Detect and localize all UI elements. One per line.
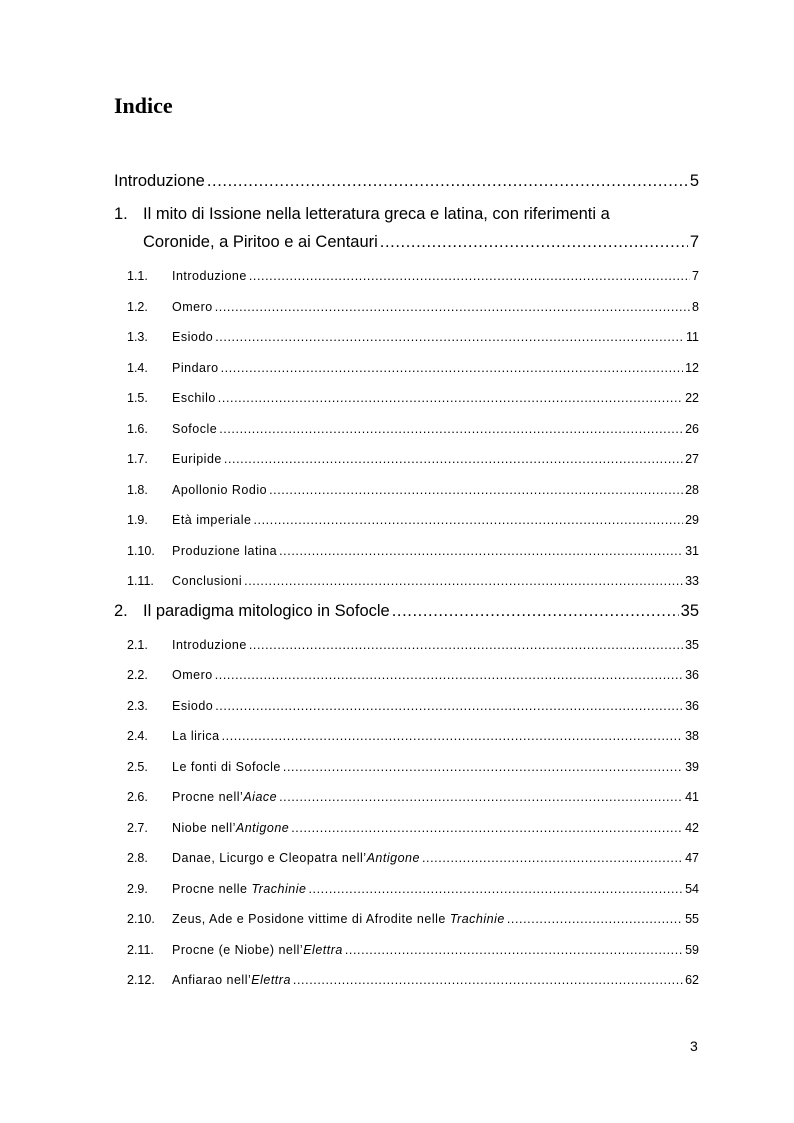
dot-leader <box>293 965 683 996</box>
section-title <box>172 660 213 691</box>
section-title-work: Trachinie <box>251 881 307 896</box>
section-page: 42 <box>685 820 699 835</box>
section-title <box>172 292 213 323</box>
section-title <box>172 353 219 384</box>
dot-leader <box>283 752 683 783</box>
toc-entry-label: Introduzione <box>114 172 205 190</box>
dot-leader <box>392 597 679 625</box>
toc-section-entry[interactable] <box>114 904 699 935</box>
dot-leader <box>224 444 683 475</box>
toc-chapter-1[interactable] <box>114 200 699 256</box>
section-page: 55 <box>685 912 699 926</box>
dot-leader <box>279 782 683 813</box>
section-page: 26 <box>685 421 699 436</box>
section-number: 2.2. <box>127 668 148 682</box>
section-title-text: Introduzione <box>172 637 247 652</box>
section-number: 1.6. <box>127 421 148 436</box>
section-number: 1.3. <box>127 330 148 344</box>
toc-section-entry[interactable] <box>114 475 699 506</box>
section-title-text: Esiodo <box>172 698 214 713</box>
dot-leader <box>221 353 684 384</box>
section-title-text: Eschilo <box>172 391 216 405</box>
section-page: 36 <box>685 668 699 682</box>
section-number: 1.8. <box>127 482 148 497</box>
dot-leader <box>279 536 683 567</box>
toc-section-entry[interactable] <box>114 813 699 844</box>
section-title-text: Euripide <box>172 452 222 466</box>
section-title <box>172 475 267 506</box>
section-number: 2.7. <box>127 820 148 835</box>
section-title <box>172 691 213 722</box>
dot-leader <box>249 261 690 292</box>
dot-leader <box>507 904 683 935</box>
toc-section-entry[interactable] <box>114 782 699 813</box>
toc-section-entry[interactable] <box>114 843 699 874</box>
section-title <box>172 536 277 567</box>
dot-leader <box>249 630 683 661</box>
section-title-text: Conclusioni <box>172 574 243 588</box>
chapter-1-sections <box>114 261 699 597</box>
section-title-text: La lirica <box>172 729 220 743</box>
section-page: 31 <box>685 543 699 558</box>
section-page: 33 <box>685 574 699 588</box>
section-page: 38 <box>685 729 699 743</box>
toc-section-entry[interactable] <box>114 691 699 722</box>
section-title-text: Pindaro <box>172 360 219 375</box>
dot-leader <box>222 721 684 752</box>
toc-section-entry[interactable] <box>114 353 699 384</box>
section-page: 35 <box>685 637 699 652</box>
toc-section-entry[interactable] <box>114 721 699 752</box>
toc-chapter-2[interactable] <box>114 597 699 630</box>
dot-leader <box>291 813 683 844</box>
section-title-work: Elettra <box>303 942 343 957</box>
section-number: 2.6. <box>127 790 148 804</box>
section-page: 7 <box>692 269 699 283</box>
section-title-text: Niobe nell’ <box>172 820 236 835</box>
section-title-work: Aiace <box>243 790 278 804</box>
section-title-work: Antigone <box>235 820 290 835</box>
toc-section-entry[interactable] <box>114 414 699 445</box>
section-title-work: Elettra <box>251 973 291 987</box>
chapter-title-line-2: Coronide, a Piritoo e ai Centauri <box>143 233 378 251</box>
dot-leader <box>207 167 688 195</box>
section-number: 1.11. <box>127 574 154 588</box>
toc-section-entry[interactable] <box>114 566 699 597</box>
toc-section-entry[interactable] <box>114 444 699 475</box>
section-title <box>172 965 291 996</box>
chapter-title-line-1: Il mito di Issione nella letteratura greca e latina, con riferimenti a <box>143 205 610 223</box>
section-title-text: Introduzione <box>172 269 247 283</box>
section-number: 1.1. <box>127 269 148 283</box>
toc-section-entry[interactable] <box>114 383 699 414</box>
dot-leader <box>308 874 683 905</box>
dot-leader <box>422 843 683 874</box>
toc-section-entry[interactable] <box>114 630 699 661</box>
toc-section-entry[interactable] <box>114 322 699 353</box>
chapter-title: Il paradigma mitologico in Sofocle <box>143 601 390 620</box>
section-title <box>172 904 505 935</box>
section-number: 2.4. <box>127 729 148 743</box>
dot-leader <box>215 691 683 722</box>
section-page: 8 <box>692 299 699 314</box>
section-page: 41 <box>685 790 699 804</box>
section-title-text: Esiodo <box>172 330 214 344</box>
toc-entry-introduzione[interactable] <box>114 167 699 200</box>
section-title <box>172 721 220 752</box>
section-number: 1.7. <box>127 452 148 466</box>
section-page: 54 <box>685 881 699 896</box>
section-title-text: Procne (e Niobe) nell’ <box>172 942 304 957</box>
section-title <box>172 630 247 661</box>
section-title-text: Apollonio Rodio <box>172 482 268 497</box>
section-title-text: Procne nelle <box>172 881 252 896</box>
section-number: 2.3. <box>127 698 148 713</box>
section-title <box>172 444 222 475</box>
section-title <box>172 261 247 292</box>
section-title <box>172 322 213 353</box>
section-title <box>172 813 289 844</box>
section-page: 27 <box>685 452 699 466</box>
toc-section-entry[interactable] <box>114 536 699 567</box>
section-number: 2.8. <box>127 851 148 865</box>
section-number: 2.1. <box>127 637 148 652</box>
section-title-text: Anfiarao nell’ <box>172 973 252 987</box>
section-number: 1.10. <box>127 543 155 558</box>
section-title-text: Le fonti di Sofocle <box>172 759 281 774</box>
toc-section-entry[interactable] <box>114 965 699 996</box>
section-number: 1.2. <box>127 299 148 314</box>
section-page: 62 <box>685 973 699 987</box>
section-title <box>172 782 277 813</box>
section-number: 2.5. <box>127 759 148 774</box>
section-page: 22 <box>685 391 699 405</box>
toc-section-entry[interactable] <box>114 292 699 323</box>
section-page: 11 <box>686 330 699 344</box>
chapter-number: 2. <box>114 601 128 620</box>
dot-leader <box>215 660 683 691</box>
dot-leader <box>380 228 688 256</box>
toc-section-entry[interactable] <box>114 752 699 783</box>
section-title <box>172 935 343 966</box>
page-title: Indice <box>114 93 173 118</box>
section-title-text: Zeus, Ade e Posidone vittime di Afrodite nelle <box>172 912 450 926</box>
section-number: 1.4. <box>127 360 148 375</box>
toc-section-entry[interactable] <box>114 261 699 292</box>
section-page: 59 <box>685 942 699 957</box>
chapter-page: 7 <box>689 233 699 251</box>
toc-section-entry[interactable] <box>114 505 699 536</box>
dot-leader <box>219 414 683 445</box>
section-title-text: Sofocle <box>172 421 218 436</box>
section-number: 1.5. <box>127 391 148 405</box>
section-title <box>172 566 242 597</box>
table-of-contents <box>114 167 699 996</box>
chapter-page: 35 <box>680 601 699 620</box>
section-title-text: Produzione latina <box>172 543 278 558</box>
chapter-number: 1. <box>114 205 128 223</box>
section-title-work: Trachinie <box>449 912 505 926</box>
toc-section-entry[interactable] <box>114 660 699 691</box>
section-page: 36 <box>685 698 699 713</box>
section-number: 1.9. <box>127 513 148 527</box>
toc-entry-page: 5 <box>689 172 699 190</box>
section-title <box>172 414 217 445</box>
section-number: 2.9. <box>127 881 148 896</box>
section-number: 2.12. <box>127 973 155 987</box>
toc-section-entry[interactable] <box>114 874 699 905</box>
dot-leader <box>215 322 684 353</box>
dot-leader <box>218 383 683 414</box>
section-title-text: Età imperiale <box>172 513 252 527</box>
dot-leader <box>215 292 690 323</box>
section-page: 47 <box>685 851 699 865</box>
section-title <box>172 752 281 783</box>
section-title-text: Omero <box>172 668 213 682</box>
dot-leader <box>269 475 683 506</box>
section-title-work: Antigone <box>366 851 420 865</box>
section-number: 2.10. <box>127 912 155 926</box>
section-title <box>172 505 251 536</box>
section-title <box>172 843 420 874</box>
section-page: 28 <box>685 482 699 497</box>
section-title-text: Procne nell’ <box>172 790 244 804</box>
chapter-2-sections <box>114 630 699 996</box>
section-page: 29 <box>685 513 699 527</box>
section-page: 39 <box>685 759 699 774</box>
section-number: 2.11. <box>127 942 154 957</box>
section-title <box>172 874 306 905</box>
section-page: 12 <box>685 360 699 375</box>
dot-leader <box>244 566 683 597</box>
dot-leader <box>253 505 683 536</box>
dot-leader <box>345 935 683 966</box>
page-number: 3 <box>690 1038 698 1054</box>
section-title-text: Danae, Licurgo e Cleopatra nell’ <box>172 851 367 865</box>
toc-section-entry[interactable] <box>114 935 699 966</box>
section-title <box>172 383 216 414</box>
section-title-text: Omero <box>172 299 213 314</box>
